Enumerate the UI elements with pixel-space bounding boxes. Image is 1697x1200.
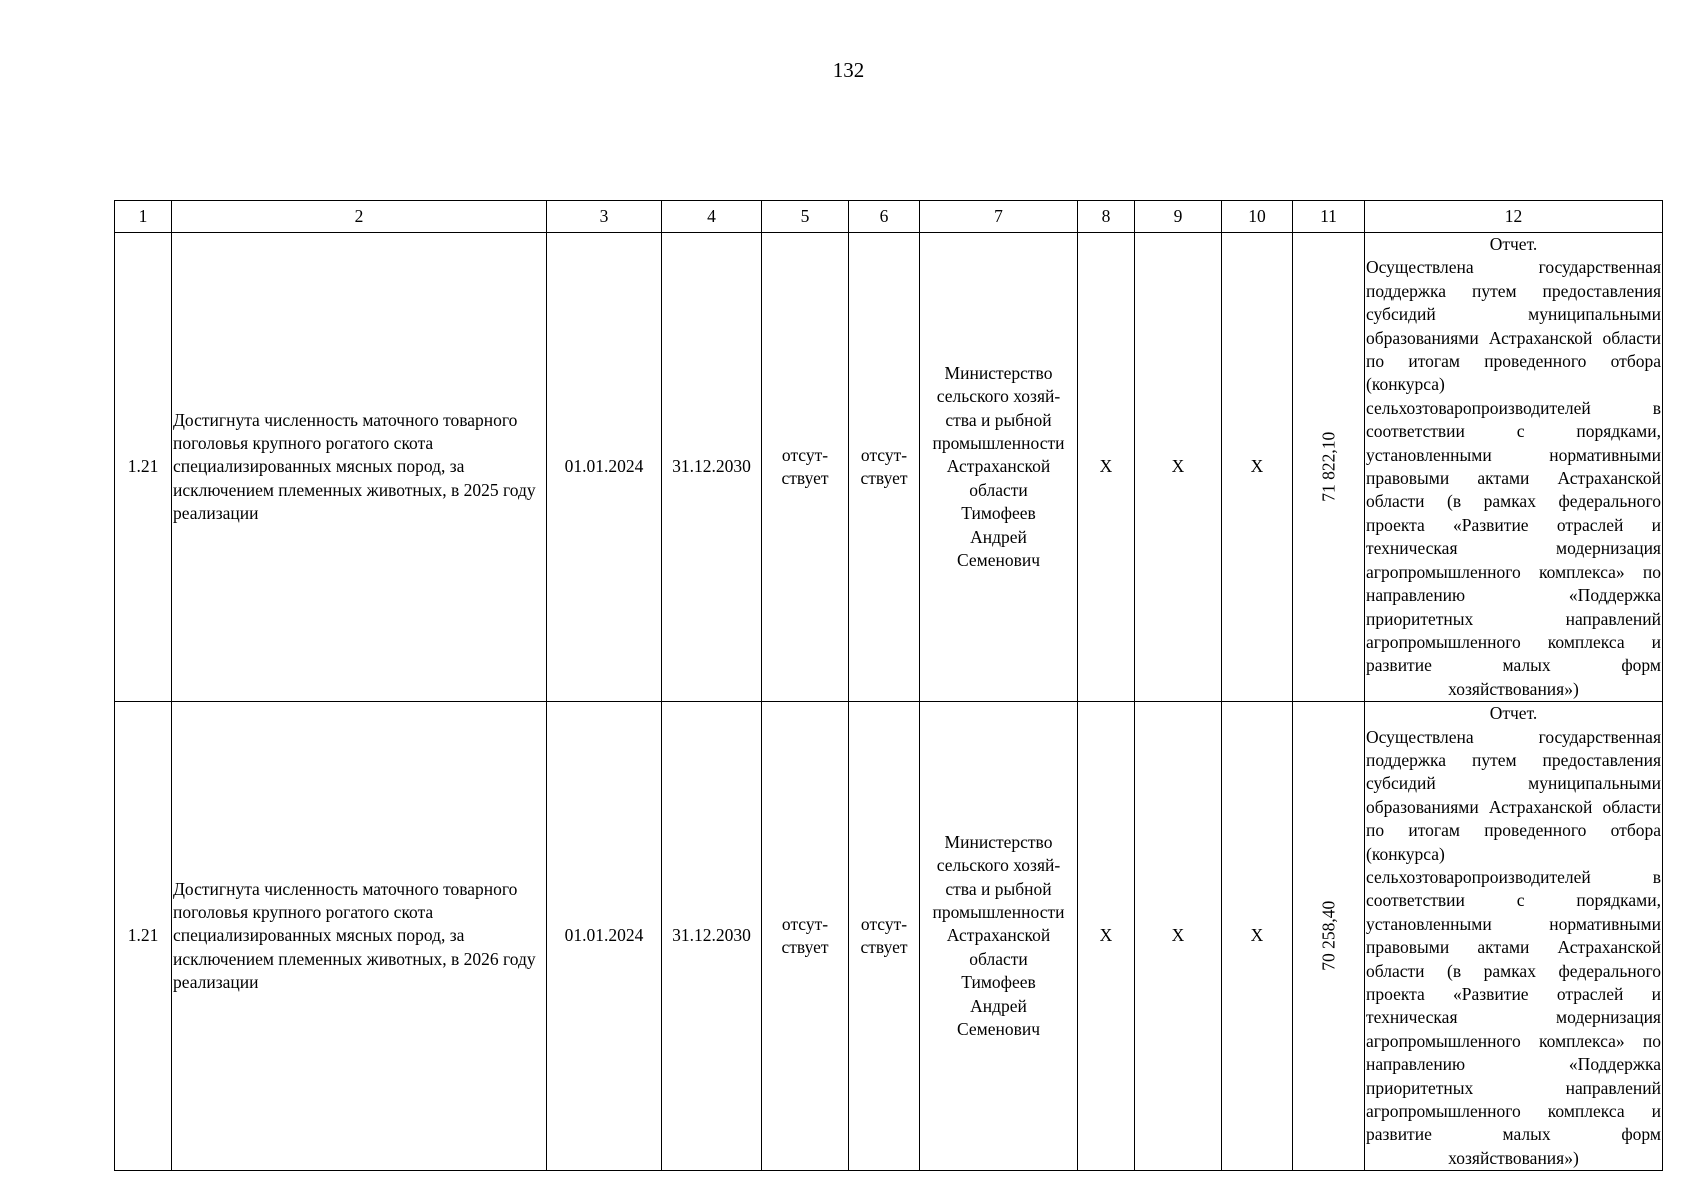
- header-cell: 2: [172, 201, 547, 233]
- header-cell: 9: [1135, 201, 1222, 233]
- header-cell: 7: [920, 201, 1078, 233]
- end-date: 31.12.2030: [662, 233, 762, 702]
- amount-value: 70 258,40: [1317, 901, 1338, 972]
- header-row: [115, 201, 1663, 233]
- header-cell: 5: [762, 201, 849, 233]
- end-date: 31.12.2030: [662, 702, 762, 1171]
- responsible-person: Министерство сельского хозяй- ства и рыбной промышленности Астраханской области Тимофеев Андрей Семенович: [920, 702, 1078, 1171]
- header-cell: 10: [1222, 201, 1293, 233]
- col6-value: отсут- ствует: [849, 233, 920, 702]
- report-title: Отчет.: [1489, 234, 1538, 254]
- header-cell: 1: [115, 201, 172, 233]
- report-table: [114, 200, 1663, 1171]
- header-cell: 6: [849, 201, 920, 233]
- col8-value: X: [1078, 233, 1135, 702]
- report-cell: [1365, 233, 1663, 702]
- table-row: [115, 702, 1663, 1171]
- report-title: Отчет.: [1489, 703, 1538, 724]
- header-cell: 12: [1365, 201, 1663, 233]
- amount-cell: [1293, 233, 1365, 702]
- col6-value: отсут- ствует: [849, 702, 920, 1171]
- row-number: 1.21: [115, 233, 172, 702]
- header-cell: 3: [547, 201, 662, 233]
- col10-value: X: [1222, 233, 1293, 702]
- row-number: 1.21: [115, 702, 172, 1171]
- event-description: Достигнута численность маточного товарного поголовья крупного рогатого скота специализированных мясных пород, за исключением племенных животных, в 2025 году реализации: [172, 233, 547, 702]
- event-description: Достигнута численность маточного товарного поголовья крупного рогатого скота специализированных мясных пород, за исключением племенных животных, в 2026 году реализации: [172, 702, 547, 1171]
- report-cell: [1365, 702, 1663, 1171]
- report-text: Осуществлена государственная поддержка путем предоставления субсидий муниципальными образованиями Астраханской области по итогам проведенного отбора (конкурса) сельхозтоваропроизводителей в соответствии с порядками, установленными нормативными правовыми актами Астраханской области (в рамках федерального проекта «Развитие отраслей и техническая модернизация агропромышленного комплекса» по направлению «Поддержка приоритетных направлений агропромышленного комплекса и развитие малых форм хозяйствования»): [1366, 257, 1661, 699]
- responsible-person: Министерство сельского хозяй- ства и рыбной промышленности Астраханской области Тимофеев Андрей Семенович: [920, 233, 1078, 702]
- table-row: [115, 233, 1663, 702]
- start-date: 01.01.2024: [547, 233, 662, 702]
- amount-value: 71 822,10: [1317, 432, 1338, 503]
- col9-value: X: [1135, 233, 1222, 702]
- amount-cell: [1293, 702, 1365, 1171]
- col9-value: X: [1135, 702, 1222, 1171]
- start-date: 01.01.2024: [547, 702, 662, 1171]
- page-number: 132: [832, 58, 865, 82]
- col5-value: отсут- ствует: [762, 702, 849, 1171]
- header-cell: 11: [1293, 201, 1365, 233]
- col5-value: отсут- ствует: [762, 233, 849, 702]
- col10-value: X: [1222, 702, 1293, 1171]
- header-cell: 8: [1078, 201, 1135, 233]
- col8-value: X: [1078, 702, 1135, 1171]
- report-text: Осуществлена государственная поддержка путем предоставления субсидий муниципальными образованиями Астраханской области по итогам проведенного отбора (конкурса) сельхозтоваропроизводителей в соответствии с порядками, установленными нормативными правовыми актами Астраханской области (в рамках федерального проекта «Развитие отраслей и техническая модернизация агропромышленного комплекса» по направлению «Поддержка приоритетных направлений агропромышленного комплекса и развитие малых форм хозяйствования»): [1366, 726, 1661, 1168]
- header-cell: 4: [662, 201, 762, 233]
